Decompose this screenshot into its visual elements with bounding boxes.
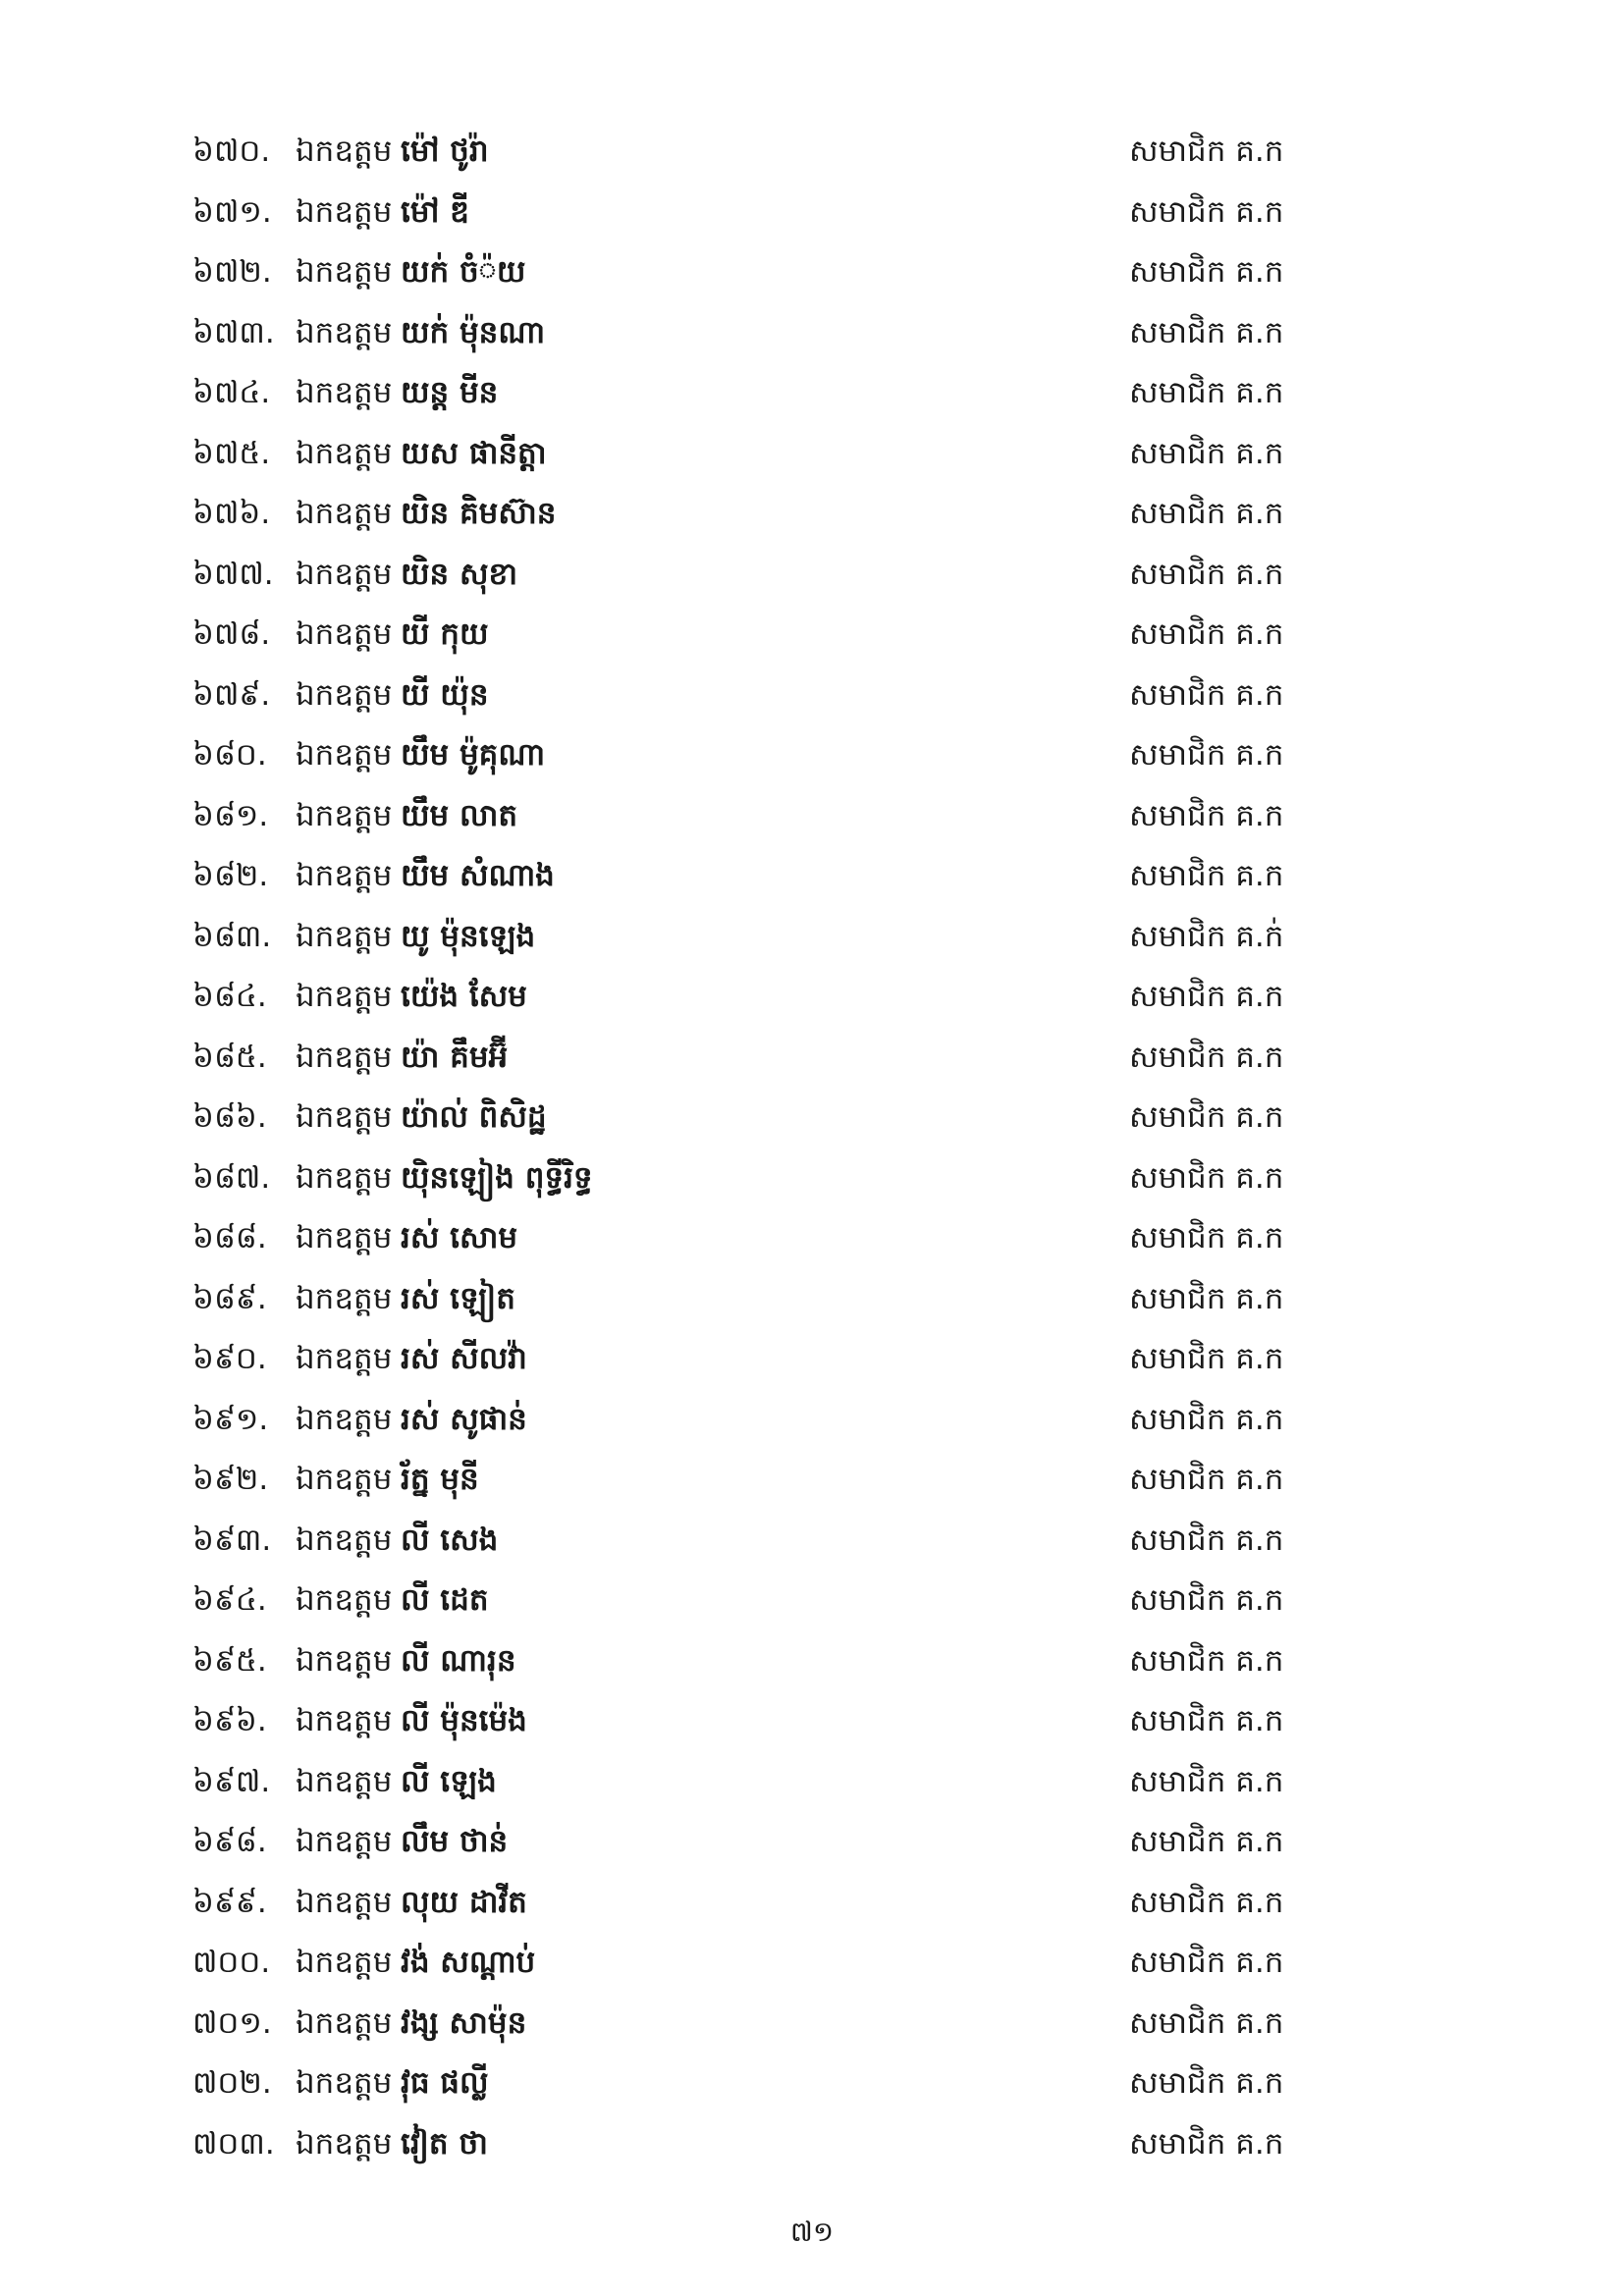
member-name: វៀត ថា [401, 2125, 488, 2162]
list-item [192, 907, 1312, 968]
member-role: សមាជិក គ.ក [1129, 556, 1284, 592]
member-name: យី កុយ [401, 616, 489, 653]
item-number: ៦៩៩. [192, 1884, 267, 1920]
member-role: សមាជិក គ.ក [1129, 1159, 1284, 1196]
list-item [192, 1873, 1312, 1934]
list-item [192, 1631, 1312, 1692]
list-item [192, 1812, 1312, 1873]
member-role: សមាជិក គ.ក [1129, 1341, 1284, 1377]
honorific-title: ឯកឧត្តម [296, 254, 393, 291]
member-role: សមាជិក គ.ក [1129, 193, 1284, 230]
honorific-title: ឯកឧត្តម [296, 1401, 393, 1437]
item-number: ៧០២. [192, 2065, 272, 2102]
item-number: ៦៩៦. [192, 1703, 267, 1739]
member-role: សមាជិក គ.ក [1129, 1884, 1284, 1920]
honorific-title: ឯកឧត្តម [296, 737, 393, 774]
list-item [192, 242, 1312, 303]
item-number: ៦៨២. [192, 858, 269, 894]
member-name: យឹម សំណាង [401, 858, 555, 894]
item-number: ៦៨០. [192, 737, 267, 774]
member-name: យឹម លាត [401, 797, 518, 833]
list-item [192, 1028, 1312, 1089]
member-name: យិន សុខា [401, 556, 518, 592]
honorific-title: ឯកឧត្តម [296, 1703, 393, 1739]
honorific-title: ឯកឧត្តម [296, 133, 393, 170]
member-role: សមាជិក គ.ក [1129, 616, 1284, 653]
member-name: លឹម ថាន់ [401, 1824, 509, 1860]
item-number: ៧០៣. [192, 2125, 275, 2162]
member-role: សមាជិក គ.ក [1129, 797, 1284, 833]
item-number: ៦៧១. [192, 193, 272, 230]
item-number: ៦៩៨. [192, 1824, 267, 1860]
list-item [192, 666, 1312, 726]
item-number: ៧០១. [192, 2004, 272, 2041]
member-name: វង្ស សាម៉ុន [401, 2004, 527, 2041]
item-number: ៦៨៦. [192, 1099, 267, 1136]
member-role: សមាជិក គ.ក [1129, 254, 1284, 291]
member-role: សមាជិក គ.ក [1129, 2004, 1284, 2041]
member-name: យក់ ចំ៉យ [401, 254, 526, 291]
list-item [192, 545, 1312, 606]
honorific-title: ឯកឧត្តម [296, 1039, 393, 1075]
list-item [192, 1691, 1312, 1752]
honorific-title: ឯកឧត្តម [296, 1220, 393, 1256]
honorific-title: ឯកឧត្តម [296, 1945, 393, 1981]
list-item [192, 967, 1312, 1028]
list-item [192, 1571, 1312, 1631]
honorific-title: ឯកឧត្តម [296, 918, 393, 954]
member-name: លី ណារុន [401, 1642, 516, 1679]
member-name: វង់ សណ្ដាប់ [401, 1945, 536, 1981]
honorific-title: ឯកឧត្តម [296, 1884, 393, 1920]
member-name: លី សេង [401, 1522, 499, 1558]
member-role: សមាជិក គ.ក [1129, 1824, 1284, 1860]
honorific-title: ឯកឧត្តម [296, 858, 393, 894]
honorific-title: ឯកឧត្តម [296, 1099, 393, 1136]
member-role: សមាជិក គ.ក [1129, 2125, 1284, 2162]
page-number: ៧១ [789, 2216, 835, 2248]
list-item [192, 363, 1312, 424]
member-role: សមាជិក គ.ក [1129, 1763, 1284, 1799]
honorific-title: ឯកឧត្តម [296, 375, 393, 411]
honorific-title: ឯកឧត្តម [296, 797, 393, 833]
member-role: សមាជិក គ.ក [1129, 1039, 1284, 1075]
list-item [192, 1450, 1312, 1511]
member-role: សមាជិក គ.ក [1129, 1220, 1284, 1256]
item-number: ៦៨១. [192, 797, 269, 833]
item-number: ៦៧៨. [192, 616, 271, 653]
list-item [192, 303, 1312, 364]
honorific-title: ឯកឧត្តម [296, 676, 393, 713]
member-role: សមាជិក គ.ក [1129, 2065, 1284, 2102]
member-name: រ័ត្ន មុនី [401, 1462, 479, 1498]
item-number: ៦៩៤. [192, 1582, 267, 1619]
item-number: ៦៩៧. [192, 1763, 271, 1799]
member-name: យស ផានីត្តា [401, 435, 547, 471]
member-name: វុធ ផល្លី [401, 2065, 489, 2102]
member-role: សមាជិក គ.ក [1129, 496, 1284, 532]
item-number: ៦៩៥. [192, 1642, 267, 1679]
member-name: យក់ ម៉ុនណា [401, 314, 546, 350]
item-number: ៦៩០. [192, 1341, 267, 1377]
member-name: យិន គិមស៊ាន [401, 496, 557, 532]
item-number: ៦៨៣. [192, 918, 272, 954]
list-item [192, 1208, 1312, 1269]
honorific-title: ឯកឧត្តម [296, 1522, 393, 1558]
item-number: ៦៧៤. [192, 375, 271, 411]
item-number: ៦៧៣. [192, 314, 275, 350]
item-number: ៦៧៩. [192, 676, 271, 713]
member-name: រស់ សីលវ៉ា [401, 1341, 527, 1377]
list-item [192, 1933, 1312, 1994]
member-list [192, 122, 1312, 2174]
item-number: ៦៧០. [192, 133, 271, 170]
member-role: សមាជិក គ.ក [1129, 1582, 1284, 1619]
honorific-title: ឯកឧត្តម [296, 314, 393, 350]
honorific-title: ឯកឧត្តម [296, 1159, 393, 1196]
member-name: យន្ត មីន [401, 375, 499, 411]
list-item [192, 725, 1312, 786]
list-item [192, 424, 1312, 485]
list-item [192, 2114, 1312, 2175]
member-role: សមាជិក គ.ក [1129, 979, 1284, 1015]
member-name: យ៉ិនឡៀង ពុទ្ធីរិទ្ធ [401, 1159, 593, 1196]
list-item [192, 846, 1312, 907]
list-item [192, 786, 1312, 847]
honorific-title: ឯកឧត្តម [296, 1642, 393, 1679]
member-role: សមាជិក គ.ក [1129, 1703, 1284, 1739]
member-name: យ៉ាល់ ពិសិដ្ឋ [401, 1099, 547, 1136]
member-name: រស់ សូផាន់ [401, 1401, 527, 1437]
member-role: សមាជិក គ.ក [1129, 1462, 1284, 1498]
honorific-title: ឯកឧត្តម [296, 193, 393, 230]
member-role: សមាជិក គ.ក [1129, 737, 1284, 774]
item-number: ៦៨៧. [192, 1159, 271, 1196]
list-item [192, 1752, 1312, 1813]
item-number: ៦៩៣. [192, 1522, 272, 1558]
member-role: សមាជិក គ.ក [1129, 1099, 1284, 1136]
member-name: យូ ម៉ុនឡេង [401, 918, 536, 954]
list-item [192, 1088, 1312, 1148]
item-number: ៦៨៩. [192, 1280, 267, 1316]
honorific-title: ឯកឧត្តម [296, 2004, 393, 2041]
honorific-title: ឯកឧត្តម [296, 496, 393, 532]
member-name: រស់ ឡៀត [401, 1280, 515, 1316]
member-role: សមាជិក គ.ក់ [1129, 918, 1284, 954]
member-role: សមាជិក គ.ក [1129, 858, 1284, 894]
item-number: ៧០០. [192, 1945, 271, 1981]
honorific-title: ឯកឧត្តម [296, 435, 393, 471]
honorific-title: ឯកឧត្តម [296, 1280, 393, 1316]
member-name: លុយ ដាវីត [401, 1884, 527, 1920]
member-name: យី យ៉ុន [401, 676, 489, 713]
member-name: លី ម៉ុនម៉េង [401, 1703, 527, 1739]
member-role: សមាជិក គ.ក [1129, 133, 1284, 170]
honorific-title: ឯកឧត្តម [296, 1462, 393, 1498]
member-name: រស់ សោម [401, 1220, 518, 1256]
list-item [192, 605, 1312, 666]
list-item [192, 1269, 1312, 1330]
member-role: សមាជិក គ.ក [1129, 1522, 1284, 1558]
member-name: លី ឡេង [401, 1763, 497, 1799]
honorific-title: ឯកឧត្តម [296, 1582, 393, 1619]
list-item [192, 122, 1312, 183]
member-role: សមាជិក គ.ក [1129, 1401, 1284, 1437]
member-name: យឹម ម៉ូគុណា [401, 737, 546, 774]
item-number: ៦៧៧. [192, 556, 274, 592]
member-role: សមាជិក គ.ក [1129, 1945, 1284, 1981]
list-item [192, 484, 1312, 545]
list-item [192, 1511, 1312, 1572]
member-name: ម៉ៅ ថូរ៉ា [401, 133, 489, 170]
honorific-title: ឯកឧត្តម [296, 616, 393, 653]
member-role: សមាជិក គ.ក [1129, 375, 1284, 411]
list-item [192, 2054, 1312, 2114]
member-role: សមាជិក គ.ក [1129, 1280, 1284, 1316]
member-role: សមាជិក គ.ក [1129, 1642, 1284, 1679]
item-number: ៦៨៤. [192, 979, 267, 1015]
list-item [192, 1390, 1312, 1451]
member-role: សមាជិក គ.ក [1129, 314, 1284, 350]
member-name: យ៉េង សែម [401, 979, 527, 1015]
honorific-title: ឯកឧត្តម [296, 556, 393, 592]
honorific-title: ឯកឧត្តម [296, 1341, 393, 1377]
honorific-title: ឯកឧត្តម [296, 979, 393, 1015]
honorific-title: ឯកឧត្តម [296, 1824, 393, 1860]
item-number: ៦៧២. [192, 254, 272, 291]
item-number: ៦៧៦. [192, 496, 271, 532]
list-item [192, 1148, 1312, 1209]
honorific-title: ឯកឧត្តម [296, 2065, 393, 2102]
member-name: លី ដេត [401, 1582, 489, 1619]
honorific-title: ឯកឧត្តម [296, 2125, 393, 2162]
item-number: ៦៨៨. [192, 1220, 267, 1256]
list-item [192, 1994, 1312, 2055]
member-name: ម៉ៅ ឌី [401, 193, 469, 230]
item-number: ៦៩២. [192, 1462, 269, 1498]
list-item [192, 183, 1312, 243]
item-number: ៦៨៥. [192, 1039, 267, 1075]
member-role: សមាជិក គ.ក [1129, 435, 1284, 471]
list-item [192, 1329, 1312, 1390]
honorific-title: ឯកឧត្តម [296, 1763, 393, 1799]
item-number: ៦៩១. [192, 1401, 269, 1437]
member-role: សមាជិក គ.ក [1129, 676, 1284, 713]
item-number: ៦៧៥. [192, 435, 271, 471]
member-name: យ៉ា គឹមអ៊ី [401, 1039, 509, 1075]
